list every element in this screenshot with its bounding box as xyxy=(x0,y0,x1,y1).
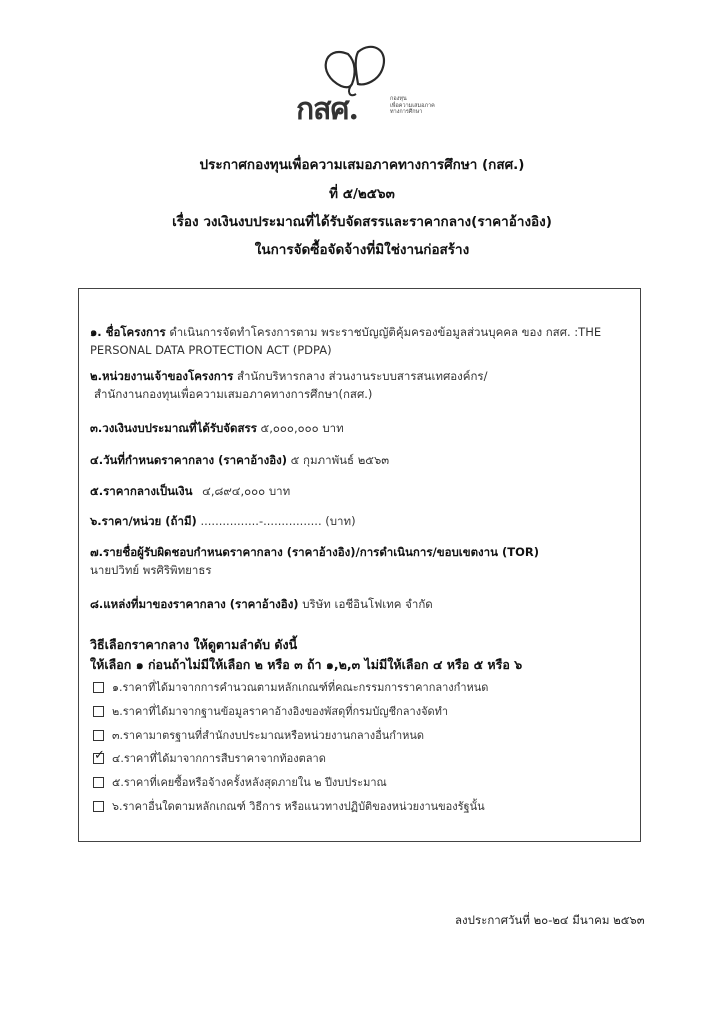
reference-price-date-value: ๕ กุมภาพันธ์ ๒๕๖๓ xyxy=(290,453,390,467)
project-owner-value: สำนักบริหารกลาง ส่วนงานระบบสารสนเทศองค์กร/ xyxy=(236,369,488,383)
price-source-label: ๘.แหล่งที่มาของราคากลาง (ราคาอ้างอิง) xyxy=(90,597,299,611)
method-option-4-checkbox[interactable] xyxy=(93,747,105,764)
announcement-number: ที่ ๕/๒๕๖๓ xyxy=(329,186,395,202)
announcement-subject: เรื่อง วงเงินงบประมาณที่ได้รับจัดสรรและราคากลาง(ราคาอ้างอิง) xyxy=(172,214,552,230)
method-title: วิธีเลือกราคากลาง ให้ดูตามลำดับ ดังนี้ xyxy=(90,637,298,652)
method-option-3-checkbox[interactable] xyxy=(93,730,104,741)
median-price-value: ๔,๘๙๔,๐๐๐ บาท xyxy=(202,484,291,498)
method-instruction: ให้เลือก ๑ ก่อนถ้าไม่มีให้เลือก ๒ หรือ ๓ ถ้า ๑,๒,๓ ไม่มีให้เลือก ๔ หรือ ๕ หรือ ๖ xyxy=(90,657,523,672)
method-option-6 xyxy=(93,797,633,815)
logo-wordmark: กสศ. xyxy=(296,92,358,127)
method-option-2 xyxy=(93,702,633,720)
method-option-1 xyxy=(93,678,633,696)
responsible-committee-label: ๗.รายชื่อผู้รับผิดชอบกำหนดราคากลาง (ราคาอ้างอิง)/การดำเนินการ/ขอบเขตงาน (TOR) xyxy=(90,545,539,559)
logo-tagline-line: ทางการศึกษา xyxy=(390,109,423,115)
median-price-label: ๕.ราคากลางเป็นเงิน xyxy=(90,484,193,498)
method-option-5-checkbox[interactable] xyxy=(93,777,104,788)
project-name-value-cont: PERSONAL DATA PROTECTION ACT (PDPA) xyxy=(90,343,332,357)
organization-logo xyxy=(286,44,456,126)
logo-tagline-line: กองทุน xyxy=(390,96,407,102)
method-option-3-label: ๓.ราคามาตรฐานที่สำนักงบประมาณหรือหน่วยงานกลางอื่นกำหนด xyxy=(112,729,425,742)
method-option-6-label: ๖.ราคาอื่นใดตามหลักเกณฑ์ วิธีการ หรือแนวทางปฏิบัติของหน่วยงานของรัฐนั้น xyxy=(112,800,485,813)
unit-price xyxy=(90,512,630,530)
allocated-budget-value: ๕,๐๐๐,๐๐๐ บาท xyxy=(260,421,344,435)
unit-price-label: ๖.ราคา/หน่วย (ถ้ามี) xyxy=(90,514,197,528)
price-source-value: บริษัท เอชีอินโฟเทค จำกัด xyxy=(302,597,433,611)
responsible-committee xyxy=(90,543,630,579)
price-source xyxy=(90,595,630,613)
announcement-subject-cont: ในการจัดซื้อจัดจ้างที่มิใช่งานก่อสร้าง xyxy=(254,242,470,258)
method-option-5 xyxy=(93,773,633,791)
project-owner-label: ๒.หน่วยงานเจ้าของโครงการ xyxy=(90,369,234,383)
reference-price-date-label: ๔.วันที่กำหนดราคากลาง (ราคาอ้างอิง) xyxy=(90,453,287,467)
method-option-4 xyxy=(93,749,633,767)
logo-tagline xyxy=(390,96,435,116)
announcement-date: ลงประกาศวันที่ ๒๐-๒๔ มีนาคม ๒๕๖๓ xyxy=(455,913,645,927)
method-option-2-label: ๒.ราคาที่ได้มาจากฐานข้อมูลราคาอ้างอิงของพัสดุที่กรมบัญชีกลางจัดทำ xyxy=(112,705,449,718)
project-owner-value-cont: สำนักงานกองทุนเพื่อความเสมอภาคทางการศึกษา(กสศ.) xyxy=(94,387,373,401)
check-mark-icon: ✓ xyxy=(94,747,105,763)
reference-price-date xyxy=(90,451,630,469)
project-owner xyxy=(90,367,630,403)
method-option-3 xyxy=(93,726,633,744)
method-option-1-checkbox[interactable] xyxy=(93,682,104,693)
project-name-label: ๑. ชื่อโครงการ xyxy=(90,325,166,339)
logo-tagline-line: เพื่อความเสมอภาค xyxy=(390,102,435,109)
median-price xyxy=(90,482,630,500)
project-name xyxy=(90,323,630,359)
announcement-title: ประกาศกองทุนเพื่อความเสมอภาคทางการศึกษา (กสศ.) xyxy=(199,157,525,173)
method-option-4-label: ๔.ราคาที่ได้มาจากการสืบราคาจากท้องตลาด xyxy=(112,752,326,765)
method-option-2-checkbox[interactable] xyxy=(93,706,104,717)
project-name-value: ดำเนินการจัดทำโครงการตาม พระราชบัญญัติคุ้มครองข้อมูลส่วนบุคคล ของ กสศ. :THE xyxy=(169,325,602,339)
allocated-budget-label: ๓.วงเงินงบประมาณที่ได้รับจัดสรร xyxy=(90,421,257,435)
method-option-6-checkbox[interactable] xyxy=(93,801,104,812)
allocated-budget xyxy=(90,419,630,437)
method-option-1-label: ๑.ราคาที่ได้มาจากการคำนวณตามหลักเกณฑ์ที่คณะกรรมการราคากลางกำหนด xyxy=(112,681,489,694)
unit-price-value: ................-................ (บาท) xyxy=(200,514,356,528)
method-option-5-label: ๕.ราคาที่เคยซื้อหรือจ้างครั้งหลังสุดภายใน ๒ ปีงบประมาณ xyxy=(112,776,387,789)
responsible-committee-value: นายปวิทย์ พรศิริพิทยาธร xyxy=(90,563,212,577)
